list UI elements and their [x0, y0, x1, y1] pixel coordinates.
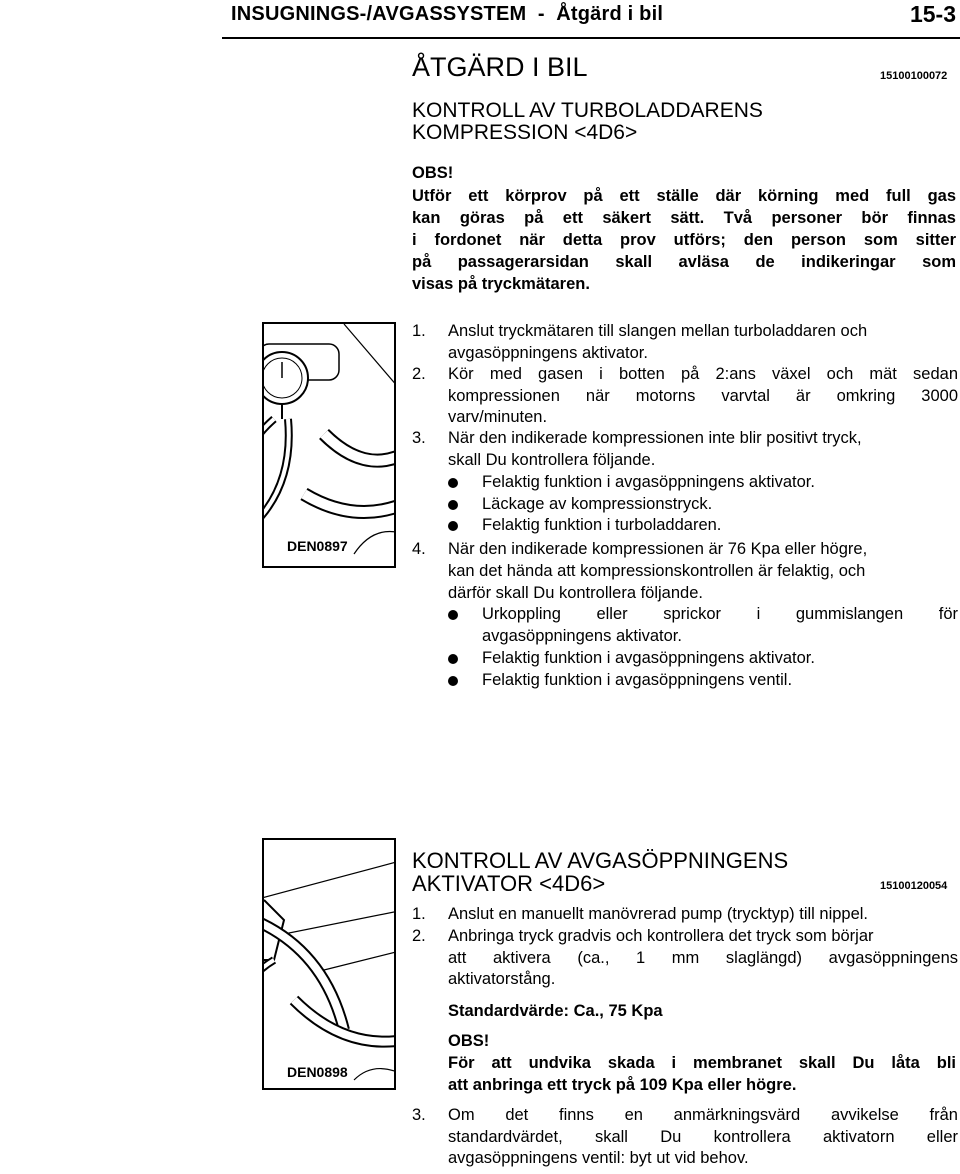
- subsection-title-line-2: AKTIVATOR <4D6>: [412, 871, 606, 896]
- section-title: ÅTGÄRD I BIL: [412, 52, 588, 82]
- step-text: skall Du kontrollera följande.: [448, 450, 656, 469]
- step-text: kan det hända att kompressionskontrollen är felaktig, och: [448, 562, 866, 580]
- pump-illustration: [264, 840, 394, 1088]
- bullet-dot: [448, 500, 458, 510]
- bullet-text: Felaktig funktion i avgasöppningens aktivator.: [482, 473, 815, 491]
- bullet-text: Felaktig funktion i turboladdaren.: [482, 516, 722, 534]
- figure-turbo-pressure-gauge: [262, 322, 396, 568]
- step-text: Anslut en manuellt manövrerad pump (trycktyp) till nippel.: [448, 905, 869, 923]
- bullet-text: Läckage av kompressionstryck.: [482, 495, 713, 513]
- subsection-title-line-1: KONTROLL AV AVGASÖPPNINGENS: [412, 848, 789, 873]
- gauge-hose-illustration: [264, 324, 394, 566]
- bullet-text: Felaktig funktion i avgasöppningens ventil.: [482, 671, 793, 689]
- subsection-title-line-2: KOMPRESSION <4D6>: [412, 121, 638, 144]
- figure-label: DEN0898: [284, 1063, 351, 1081]
- obs-line: att anbringa ett tryck på 109 Kpa eller högre.: [448, 1076, 797, 1094]
- bullet-text: Urkoppling eller sprickor i gummislangen för: [482, 605, 958, 623]
- obs-line: i fordonet när detta prov utförs; den person som sitter: [412, 231, 956, 249]
- bullet-text: avgasöppningens aktivator.: [482, 626, 682, 645]
- step-text: standardvärdet, skall Du kontrollera aktivatorn eller: [448, 1127, 958, 1146]
- bullet-dot: [448, 521, 458, 531]
- obs-line: på passagerarsidan skall avläsa de indikeringar som: [412, 253, 956, 271]
- step-text: Om det finns en anmärkningsvärd avvikelse från: [448, 1106, 958, 1124]
- step-text: När den indikerade kompressionen inte blir positivt tryck,: [448, 429, 862, 447]
- step-text: avgasöppningens ventil: byt ut vid behov.: [448, 1149, 749, 1167]
- step-3: [412, 1105, 958, 1170]
- step-number: 2.: [412, 927, 426, 945]
- step-text: När den indikerade kompressionen är 76 Kpa eller högre,: [448, 540, 868, 558]
- step-4-continued: [448, 561, 958, 604]
- bullet-item: [448, 604, 958, 647]
- step-1: [412, 904, 958, 926]
- step-3: [412, 428, 958, 471]
- figure-actuator-pump: [262, 838, 396, 1090]
- bullet-dot: [448, 676, 458, 686]
- step-number: 2.: [412, 365, 426, 383]
- header-rule: [222, 37, 960, 39]
- bullet-item: [448, 494, 712, 516]
- obs-line: kan göras på ett säkert sätt. Två personer bör finnas: [412, 209, 956, 227]
- step-text: avgasöppningens aktivator.: [448, 343, 648, 362]
- section-code: 15100120054: [880, 880, 948, 892]
- step-number: 3.: [412, 429, 426, 447]
- page-number: 15-3: [909, 1, 956, 27]
- bullet-dot: [448, 478, 458, 488]
- step-number: 4.: [412, 540, 426, 558]
- step-text: varv/minuten.: [448, 408, 548, 426]
- standard-value: Standardvärde: Ca., 75 Kpa: [448, 1002, 663, 1020]
- obs-line: visas på tryckmätaren.: [412, 275, 590, 293]
- step-number: 3.: [412, 1106, 426, 1124]
- step-text: att aktivera (ca., 1 mm slaglängd) avgasöppningens: [448, 948, 958, 967]
- section-code: 15100100072: [880, 70, 948, 82]
- step-text: Kör med gasen i botten på 2:ans växel och mät sedan: [448, 365, 958, 383]
- obs-line: För att undvika skada i membranet skall Du låta bli: [448, 1054, 956, 1072]
- step-text: därför skall Du kontrollera följande.: [448, 583, 703, 602]
- step-2: [412, 926, 958, 991]
- figure-label: DEN0897: [284, 537, 351, 555]
- bullet-dot: [448, 610, 458, 620]
- obs-label: OBS!: [412, 164, 454, 182]
- step-4: [412, 539, 958, 561]
- step-text: kompressionen när motorns varvtal är omkring 3000: [448, 386, 958, 405]
- bullet-item: [448, 648, 815, 670]
- step-text: Anslut tryckmätaren till slangen mellan turboladdaren och: [448, 322, 868, 340]
- subsection-title-line-1: KONTROLL AV TURBOLADDARENS: [412, 99, 763, 122]
- step-number: 1.: [412, 905, 426, 923]
- step-1: [412, 321, 958, 364]
- bullet-dot: [448, 654, 458, 664]
- step-text: Anbringa tryck gradvis och kontrollera det tryck som börjar: [448, 927, 874, 945]
- bullet-text: Felaktig funktion i avgasöppningens aktivator.: [482, 649, 815, 667]
- header-title: INSUGNINGS-/AVGASSYSTEM - Åtgärd i bil: [231, 3, 664, 25]
- obs-line: Utför ett körprov på ett ställe där körning med full gas: [412, 187, 956, 205]
- bullet-item: [448, 515, 721, 537]
- obs-label: OBS!: [448, 1032, 490, 1050]
- step-2: [412, 364, 958, 429]
- step-number: 1.: [412, 322, 426, 340]
- bullet-item: [448, 670, 792, 692]
- step-text: aktivatorstång.: [448, 970, 556, 988]
- bullet-item: [448, 472, 815, 494]
